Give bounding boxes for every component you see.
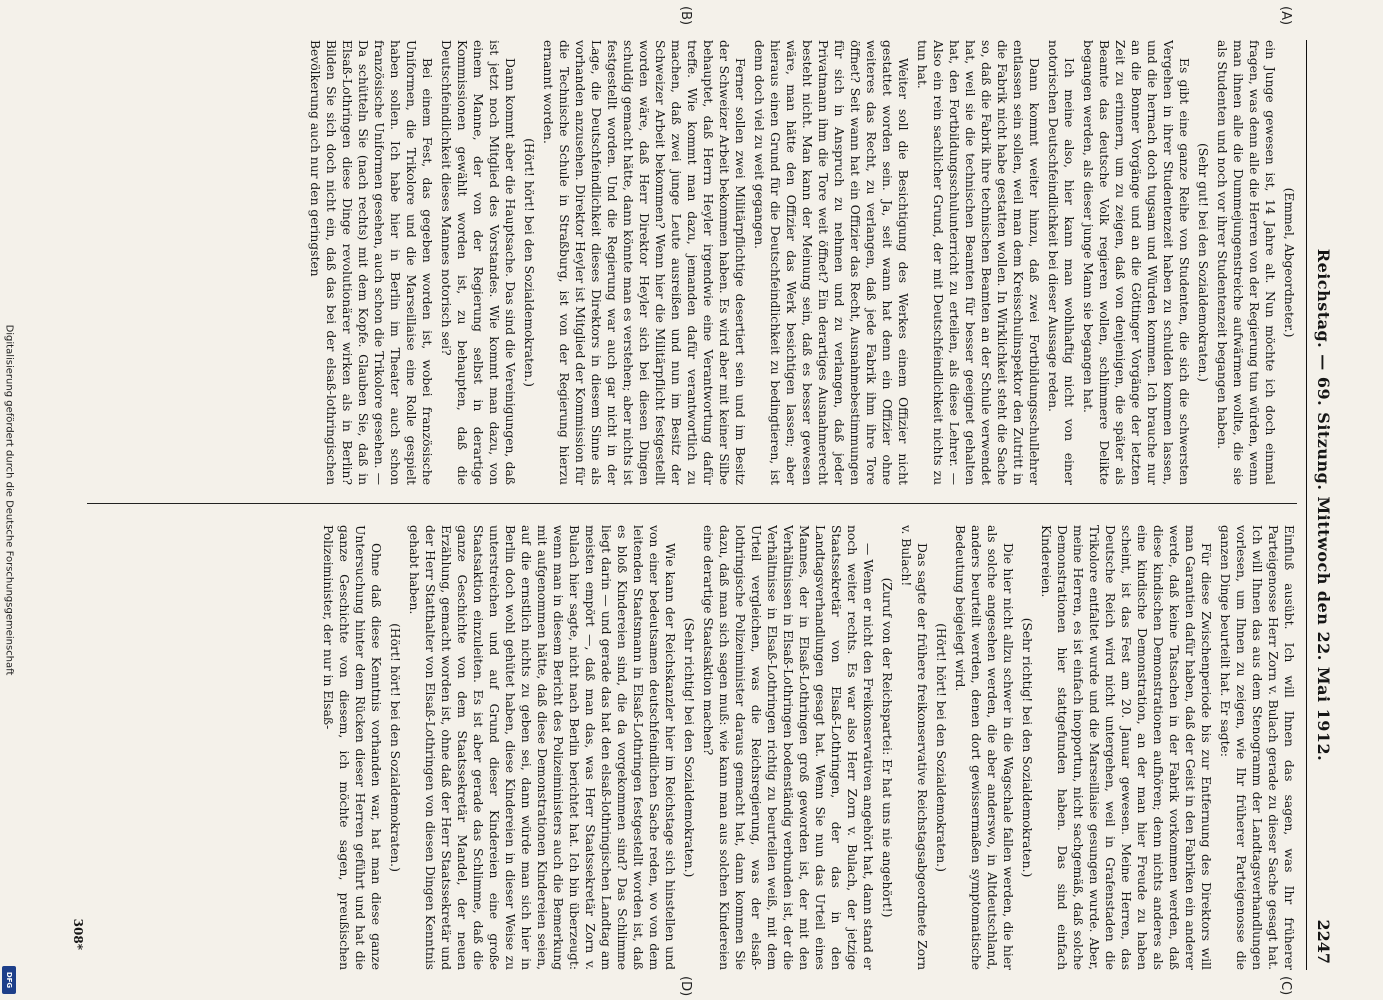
paragraph: ein Junge gewesen ist, 14 Jahre alt. Nun möchte ich doch einmal fragen, was denn alle die Herren von der Regierung tun würden, wenn man ihnen alle die Dummejungenstreiche aufwärmen wollte, die sie als Studenten und noch vor ihrer Studentenzeit begangen haben.	[1215, 40, 1277, 485]
paragraph: Ferner sollen zwei Militärpflichtige desertiert sein und im Besitz der Schweizer Arbeit bekommen haben. Es wird aber mit keiner Silbe behauptet, daß Herrn Heyler irgendwie eine Verantwortung dafür treffe. Wie kommt man dazu, jemanden dafür verantwortlich zu machen, daß zwei junge Leute ausreißen und nun im Besitz der Schweizer Arbeit bekommen? Wenn hier die Militärpflicht festgestellt worden wäre, daß Herr Direktor Heyler sich bei diesen Dingen schuldig gemacht hätte, dann könnte man es verstehen; aber nichts ist festgestellt worden. Und die Regierung war auch gar nicht in der Lage, die Deutschfeindlichkeit dieses Direktors in diesem Sinne als vorhanden anzusehen. Direktor Heyler ist Mitglied der Kommission für die Technische Schule in Straßburg, ist von der Regierung hierzu ernannt worden.	[541, 40, 747, 485]
paragraph: Das sagte der frühere freikonservative Reichstagsabgeordnete Zorn v. Bulach!	[899, 525, 929, 970]
paragraph: Dann kommt aber die Hauptsache. Das sind die Vereinigungen, daß ist jetzt noch Mitglied des Vorstandes. Wie kommt man dazu, von einem Manne, der von der Regierung selbst in derartige Kommissionen gewählt worden ist, zu behaupten, daß die Deutschfeindlichkeit dieses Mannes notorisch sei?	[439, 40, 517, 485]
interjection: (Sehr gut! bei den Sozialdemokraten.)	[1196, 143, 1210, 382]
interjection: (Sehr richtig! bei den Sozialdemokraten.)	[1020, 617, 1034, 878]
page-header	[1309, 40, 1333, 970]
paragraph: Einfluß ausübt. Ich will Ihnen das sagen, was Ihr früherer Parteigenosse Herr Zorn v. Bulach gerade zu dieser Sache gesagt hat. Ich will Ihnen das aus dem Stenogramm der Landtagsverhandlungen vorlesen, um Ihnen zu zeigen, wie Ihr früherer Parteigenosse die ganzen Dinge beurteilt hat. Er sagte:	[1218, 525, 1296, 970]
interjection: (Hört! hört! bei den Sozialdemokraten.)	[934, 623, 948, 872]
digitization-notice	[0, 0, 18, 1000]
digitization-notice-text: Digitalisierung gefördert durch die Deutsche Forschungsgemeinschaft	[3, 324, 15, 676]
paragraph: Bei einem Fest, das gegeben worden ist, wobei französische Uniformen, die Trikolore und die Marseillaise eine Rolle gespielt haben sollen. Ich habe hier in Berlin im Theater auch schon französische Uniformen gesehen, auch schon die Trikolore gesehen. — Da schütteln Sie (nach rechts) mit dem Kopfe. Glauben Sie, daß in Elsaß-Lothringen diese Dinge revolutionärer wirken als in Berlin? Bilden Sie sich doch nicht ein, daß das bei der elsaß-lothringischen Bevölkerung auch nur den geringsten	[308, 40, 434, 485]
interjection: (Zuruf von der Reichspartei: Er hat uns nie angehört!)	[880, 577, 894, 918]
paragraph: Ich meine also, hier kann man wohlhaftig nicht von einer notorischen Deutschfeindlichkeit bei dieser Aussage reden.	[1046, 40, 1076, 485]
dfg-logo-label: DFG	[5, 971, 13, 989]
document-page	[71, 6, 1333, 997]
paragraph: Dann kommt weiter hinzu, daß zwei Fortbildungsschullehrer entlassen sein sollen, weil man dem Kreisschulinspektor den Zutritt in die Fabrik nicht habe gestatten wollen. In Wirklichkeit steht die Sache so, daß die Fabrik ihre technischen Beamten an der Schule verwendet hat, weil sie die technischen Beamten für besser geeignet gehalten hat, den Fortbildungsschulunterricht zu erteilen, als diese Lehrer. — Also ein rein sachlicher Grund, der mit Deutschfeindlichkeit nichts zu tun hat.	[915, 40, 1041, 485]
header-rule	[1306, 40, 1307, 970]
margin-marker-b: (B)	[678, 6, 693, 26]
margin-marker-a: (A)	[1278, 6, 1293, 26]
header-title: Reichstag. — 69. Sitzung. Mittwoch den 22. Mai 1912.	[1314, 248, 1333, 762]
paragraph: — Wenn er nicht den Freikonservativen angehört hat, dann stand er noch weiter rechts. Es war also Herr Zorn v. Bulach, der jetzige Staatssekretär von Elsaß-Lothringen, der das in den Landtagsverhandlungen gesagt hat. Wenn Sie nun das Urteil eines Mannes, der in Elsaß-Lothringen groß geworden ist, der mit den Verhältnissen in Elsaß-Lothringen bodenständig verbunden ist, der die Verhältnisse in Elsaß-Lothringen richtig zu beurteilen weiß, mit dem Urteil vergleichen, was die Reichsregierung, was der elsaß-lothringische Polizeiminister daraus gemacht hat, dann kommen Sie dazu, daß man sich sagen muß: wie kann man aus solchen Kindereien eine derartige Staatsaktion machen?	[701, 525, 875, 970]
right-text-column	[87, 525, 1297, 970]
margin-marker-d: (D)	[678, 976, 693, 997]
paragraph: Ohne daß diese Kenntnis vorhanden war, hat man diese ganze Untersuchung hinter dem Rücken dieser Herren geführt und hat die ganze Geschichte von diesem, ich möchte sagen, preußischen Polizeiminister, der nur in Elsaß-	[321, 525, 383, 970]
paragraph: Die hier nicht allzu schwer in die Wagschale fallen werden, die hier als solche angesehen werden, die aber anderswo, in Altdeutschland, anders beurteilt werden, denen dort gewissermaßen symptomatische Bedeutung beigelegt wird.	[953, 525, 1015, 970]
dfg-logo-icon	[2, 966, 16, 994]
interjection: (Sehr richtig! bei den Sozialdemokraten.)	[682, 617, 696, 878]
paragraph: Für diese Zwischenperiode bis zur Entfernung des Direktors will man Garantien dafür haben, daß der Geist in den Fabriken ein anderer werde, daß keine Tatsachen in der Fabrik vorkommen werden, daß diese kindischen Demonstrationen aufhören; denn nichts anderes als eine kindische Demonstration, an der man hier Freude zu haben scheint, ist das Fest am 20. Januar gewesen. Meine Herren, das Deutsche Reich wird nicht untergehen, weil in Grafenstaden die Trikolore entfaltet wurde und die Marseillaise gesungen wurde. Aber, meine Herren, es ist einfach inopportun, nicht sachgemäß, daß solche Demonstrationen hier stattgefunden haben. Das sind einfach Kindereien.	[1039, 525, 1213, 970]
interjection: (Hört! hört! bei den Sozialdemokraten.)	[388, 623, 402, 872]
margin-marker-c: (C)	[1278, 976, 1293, 996]
page-number: 2247	[1314, 919, 1333, 964]
interjection: (Hört! hört! bei den Sozialdemokraten.)	[522, 138, 536, 387]
paragraph: Wie kann der Reichskanzler hier im Reichstage sich hinstellen und von einer bedeutsamen deutschfeindlichen Sache reden, wo von dem leitenden Staatsmann in Elsaß-Lothringen festgestellt worden ist, daß es bloß Kindereien sind, die da vorgekommen sind? Das Schlimme liegt darin — und gerade das hat den elsaß-lothringischen Landtag am meisten empört —, daß man das, was Herr Staatssekretär Zorn v. Bulach hier sagte, nicht nach Berlin berichtet hat. Ich bin überzeugt: wenn man in diesem Bericht des Polizeiministers auch die Bemerkung mit aufgenommen hätte, daß diese Demonstrationen Kindereien seien, auf die ernstlich nichts zu geben sei, dann würde man sich hier in Berlin doch wohl gehütet haben, diese Kindereien in dieser Weise zu unterstreichen und auf Grund dieser Kindereien eine große Staatsaktion einzuleiten. Es ist aber gerade das Schlimme, daß die ganze Geschichte von dem Staatssekretär Mandel, der neuen Erzählung, gemacht worden ist, ohne daß der Herr Staatssekretär und der Herr Statthalter von Elsaß-Lothringen von diesen Dingen Kenntnis gehabt haben.	[407, 525, 677, 970]
column-divider	[87, 503, 1297, 504]
left-text-column	[87, 40, 1297, 485]
signature-mark: 308*	[71, 918, 85, 950]
paragraph: Es gibt eine ganze Reihe von Studenten, die sich die schwersten Vergehen in ihrer Studentenzeit haben zu schulden kommen lassen, und die hernach doch tugsam und Würden kommen. Ich brauche nur an die Bonner Vorgänge und an die Göttinger Vorgänge der letzten Zeit zu erinnern, um zu zeigen, daß von denjenigen, die später als Beamte das deutsche Volk regieren wollen, schlimmere Delikte begangen werden, als dieser junge Mann sie begangen hat.	[1081, 40, 1191, 485]
paragraph: Weiter soll die Besichtigung des Werkes einem Offizier nicht gestattet worden sein. Ja, seit wann hat denn ein Offizier ohne weiteres das Recht, zu verlangen, daß jede Fabrik ihm ihre Tore öffnet? Seit wann hat ein Offizier das Recht, Ausnahmebestimmungen für sich in Anspruch zu nehmen und zu verlangen, daß jeder Privatmann ihm die Tore weit öffnet? Ein derartiges Ausnahmerecht besteht nicht. Man kann der Meinung sein, daß es besser gewesen wäre, man hätte den Offizier das Werk besichtigen lassen; aber hieraus einen Grund für die Deutschfeindlichkeit zu bedingtieren, ist denn doch viel zu weit gegangen.	[752, 40, 910, 485]
interjection: (Emmel, Abgeordneter.)	[1282, 187, 1296, 338]
